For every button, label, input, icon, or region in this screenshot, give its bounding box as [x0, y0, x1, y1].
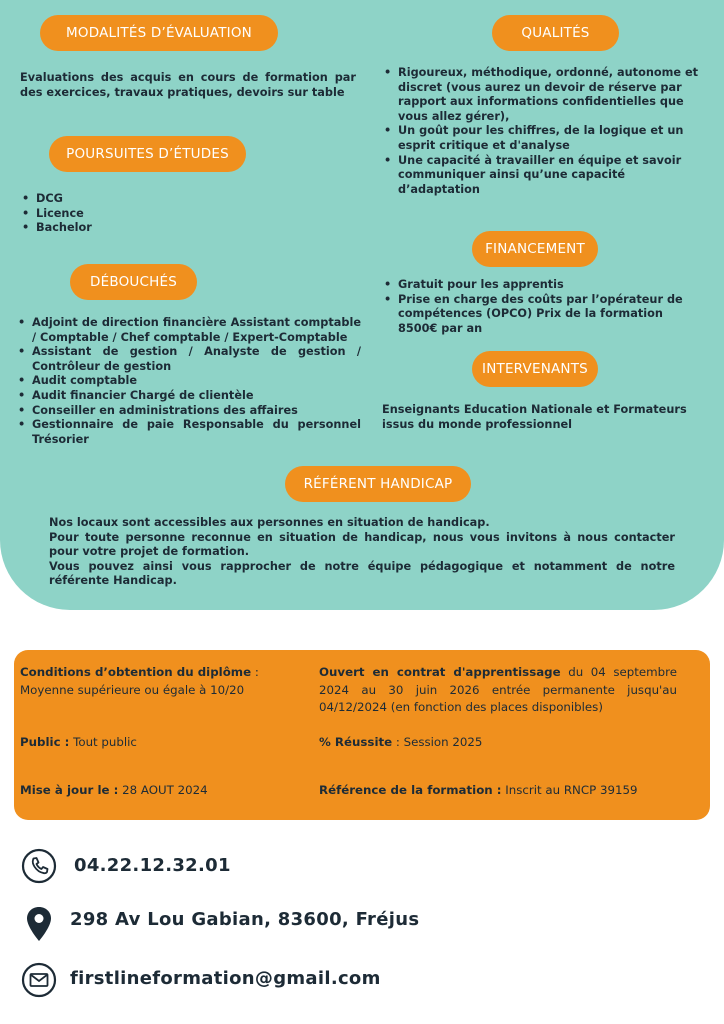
list-item: • Un goût pour les chiffres, de la logique et un esprit critique et d'analyse	[398, 124, 710, 153]
handicap-title: RÉFÉRENT HANDICAP	[303, 476, 453, 492]
list-item: • Prise en charge des coûts par l’opérateur de compétences (OPCO) Prix de la formation 8500€ par an	[398, 293, 698, 337]
location-pin-icon	[26, 906, 52, 942]
email-address[interactable]: firstlineformation@gmail.com	[70, 968, 381, 989]
financement-title: FINANCEMENT	[485, 241, 585, 257]
reference-value: Inscrit au RNCP 39159	[501, 783, 638, 797]
list-item: • Audit financier Chargé de clientèle	[32, 389, 361, 404]
ouvert-value: du 04 septembre 2024 au 30 juin 2026 entrée permanente jusqu'au 04/12/2024 (en fonction des places disponibles)	[319, 665, 677, 714]
poursuites-pill	[49, 136, 246, 172]
list-item: • Assistant de gestion / Analyste de gestion / Contrôleur de gestion	[32, 345, 361, 374]
reussite-label: % Réussite	[319, 735, 393, 749]
list-item: • Conseiller en administrations des affaires	[32, 404, 361, 419]
reussite-block	[319, 734, 677, 752]
ouvert-label: Ouvert en contrat d'apprentissage	[319, 665, 561, 679]
financement-pill	[472, 231, 598, 267]
phone-icon	[21, 848, 57, 884]
reussite-value: : Session 2025	[392, 735, 483, 749]
debouches-pill	[70, 264, 197, 300]
handicap-text	[49, 516, 675, 589]
maj-block	[20, 782, 300, 800]
debouches-title: DÉBOUCHÉS	[90, 274, 177, 290]
conditions-value: Moyenne supérieure ou égale à 10/20	[20, 682, 245, 697]
modalites-text: Evaluations des acquis en cours de formation par des exercices, travaux pratiques, devoirs sur table	[20, 71, 356, 99]
list-item: • Rigoureux, méthodique, ordonné, autonome et discret (vous aurez un devoir de réserve par rapport aux informations confidentielles que vous allez gérer),	[398, 66, 710, 124]
handicap-paragraph-3: Vous pouvez ainsi vous rapprocher de notre équipe pédagogique et notamment de notre référente Handicap.	[49, 559, 675, 588]
financement-list	[382, 278, 698, 336]
intervenants-pill	[472, 351, 598, 387]
info-box	[14, 650, 710, 820]
poursuites-list	[20, 192, 336, 236]
reference-block	[319, 782, 677, 800]
conditions-label: Conditions d’obtention du diplôme	[20, 665, 252, 679]
poursuites-title: POURSUITES D’ÉTUDES	[66, 146, 229, 162]
qualites-title: QUALITÉS	[521, 25, 590, 41]
public-value: Tout public	[69, 735, 137, 749]
modalites-title: MODALITÉS D’ÉVALUATION	[66, 25, 252, 41]
phone-number[interactable]: 04.22.12.32.01	[74, 855, 231, 876]
address: 298 Av Lou Gabian, 83600, Fréjus	[70, 909, 420, 930]
email-icon	[21, 962, 57, 998]
reference-label: Référence de la formation :	[319, 783, 502, 797]
list-item: • Audit comptable	[32, 374, 361, 389]
handicap-paragraph-2: Pour toute personne reconnue en situation de handicap, nous vous invitons à nous contacter pour votre projet de formation.	[49, 530, 675, 559]
list-item: • Adjoint de direction financière Assistant comptable / Comptable / Chef comptable / Expert-Comptable	[32, 316, 361, 345]
conditions-separator: :	[251, 665, 259, 679]
public-label: Public :	[20, 735, 70, 749]
qualites-list	[382, 66, 710, 197]
list-item: • Licence	[36, 207, 336, 222]
list-item: • Gestionnaire de paie Responsable du personnel Trésorier	[32, 418, 361, 447]
list-item: • Bachelor	[36, 221, 336, 236]
handicap-paragraph-1: Nos locaux sont accessibles aux personnes en situation de handicap.	[49, 516, 490, 529]
intervenants-title: INTERVENANTS	[482, 361, 588, 377]
intervenants-text: Enseignants Education Nationale et Formateurs issus du monde professionnel	[382, 403, 687, 431]
qualites-pill	[492, 15, 619, 51]
maj-label: Mise à jour le :	[20, 783, 119, 797]
list-item: • DCG	[36, 192, 336, 207]
public-block	[20, 734, 300, 752]
handicap-pill	[285, 466, 471, 502]
maj-value: 28 AOUT 2024	[118, 783, 208, 797]
list-item: • Une capacité à travailler en équipe et savoir communiquer ainsi qu’une capacité d’adaptation	[398, 154, 710, 198]
debouches-list	[16, 316, 361, 447]
ouvert-block	[319, 664, 677, 717]
modalites-pill	[40, 15, 278, 51]
list-item: • Gratuit pour les apprentis	[398, 278, 698, 293]
conditions-block	[20, 664, 300, 699]
